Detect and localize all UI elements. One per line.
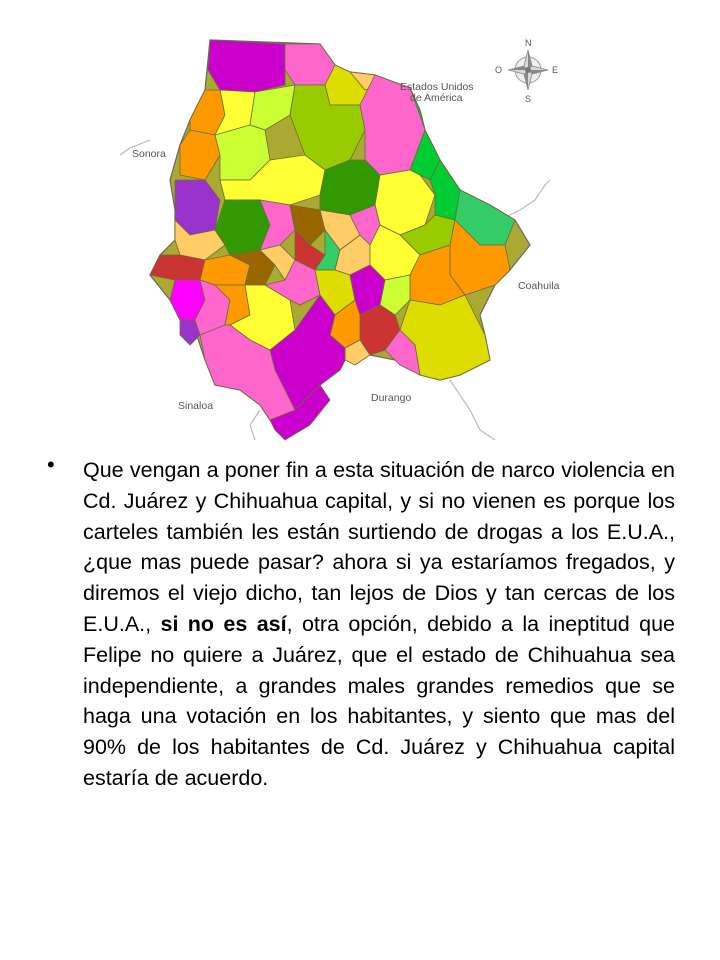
paragraph-bold-text: si no es así: [160, 611, 287, 636]
region: [208, 40, 285, 92]
region: [285, 44, 335, 85]
label-usa-line2: de América: [410, 92, 463, 104]
label-durango: Durango: [371, 392, 412, 404]
bullet-icon: •: [47, 452, 55, 477]
chihuahua-municipalities-map: [120, 30, 590, 450]
label-sinaloa: Sinaloa: [178, 400, 214, 412]
compass-west: O: [495, 65, 503, 75]
paragraph-text-part2: , otra opción, debido a la ineptitud que Felipe no quiere a Juárez, que el estado de Chihuahua sea independiente, a grandes males grandes remedios que se haga una votación en los habitantes, y siento que mas del 90% de los habitantes de Cd. Juárez y Chihuahua capital estaría de acuerdo.: [83, 611, 676, 790]
compass-south: S: [525, 94, 532, 104]
compass-rose-icon: [495, 38, 558, 104]
label-sonora: Sonora: [132, 148, 166, 160]
body-paragraph: [83, 455, 675, 794]
label-coahuila: Coahuila: [518, 280, 560, 292]
paragraph-text-part1: Que vengan a poner fin a esta situación de narco violencia en Cd. Juárez y Chihuahua capital, y si no vienen es porque los carteles también les están surtiendo de drogas a los E.U.A., ¿que mas puede pasar? ahora si ya estaríamos fregados, y diremos el viejo dicho, tan lejos de Dios y tan cercas de los E.U.A.,: [83, 458, 675, 636]
compass-east: E: [552, 65, 559, 75]
region: [150, 255, 205, 280]
compass-north: N: [525, 38, 532, 48]
label-usa-line1: Estados Unidos: [400, 81, 474, 93]
